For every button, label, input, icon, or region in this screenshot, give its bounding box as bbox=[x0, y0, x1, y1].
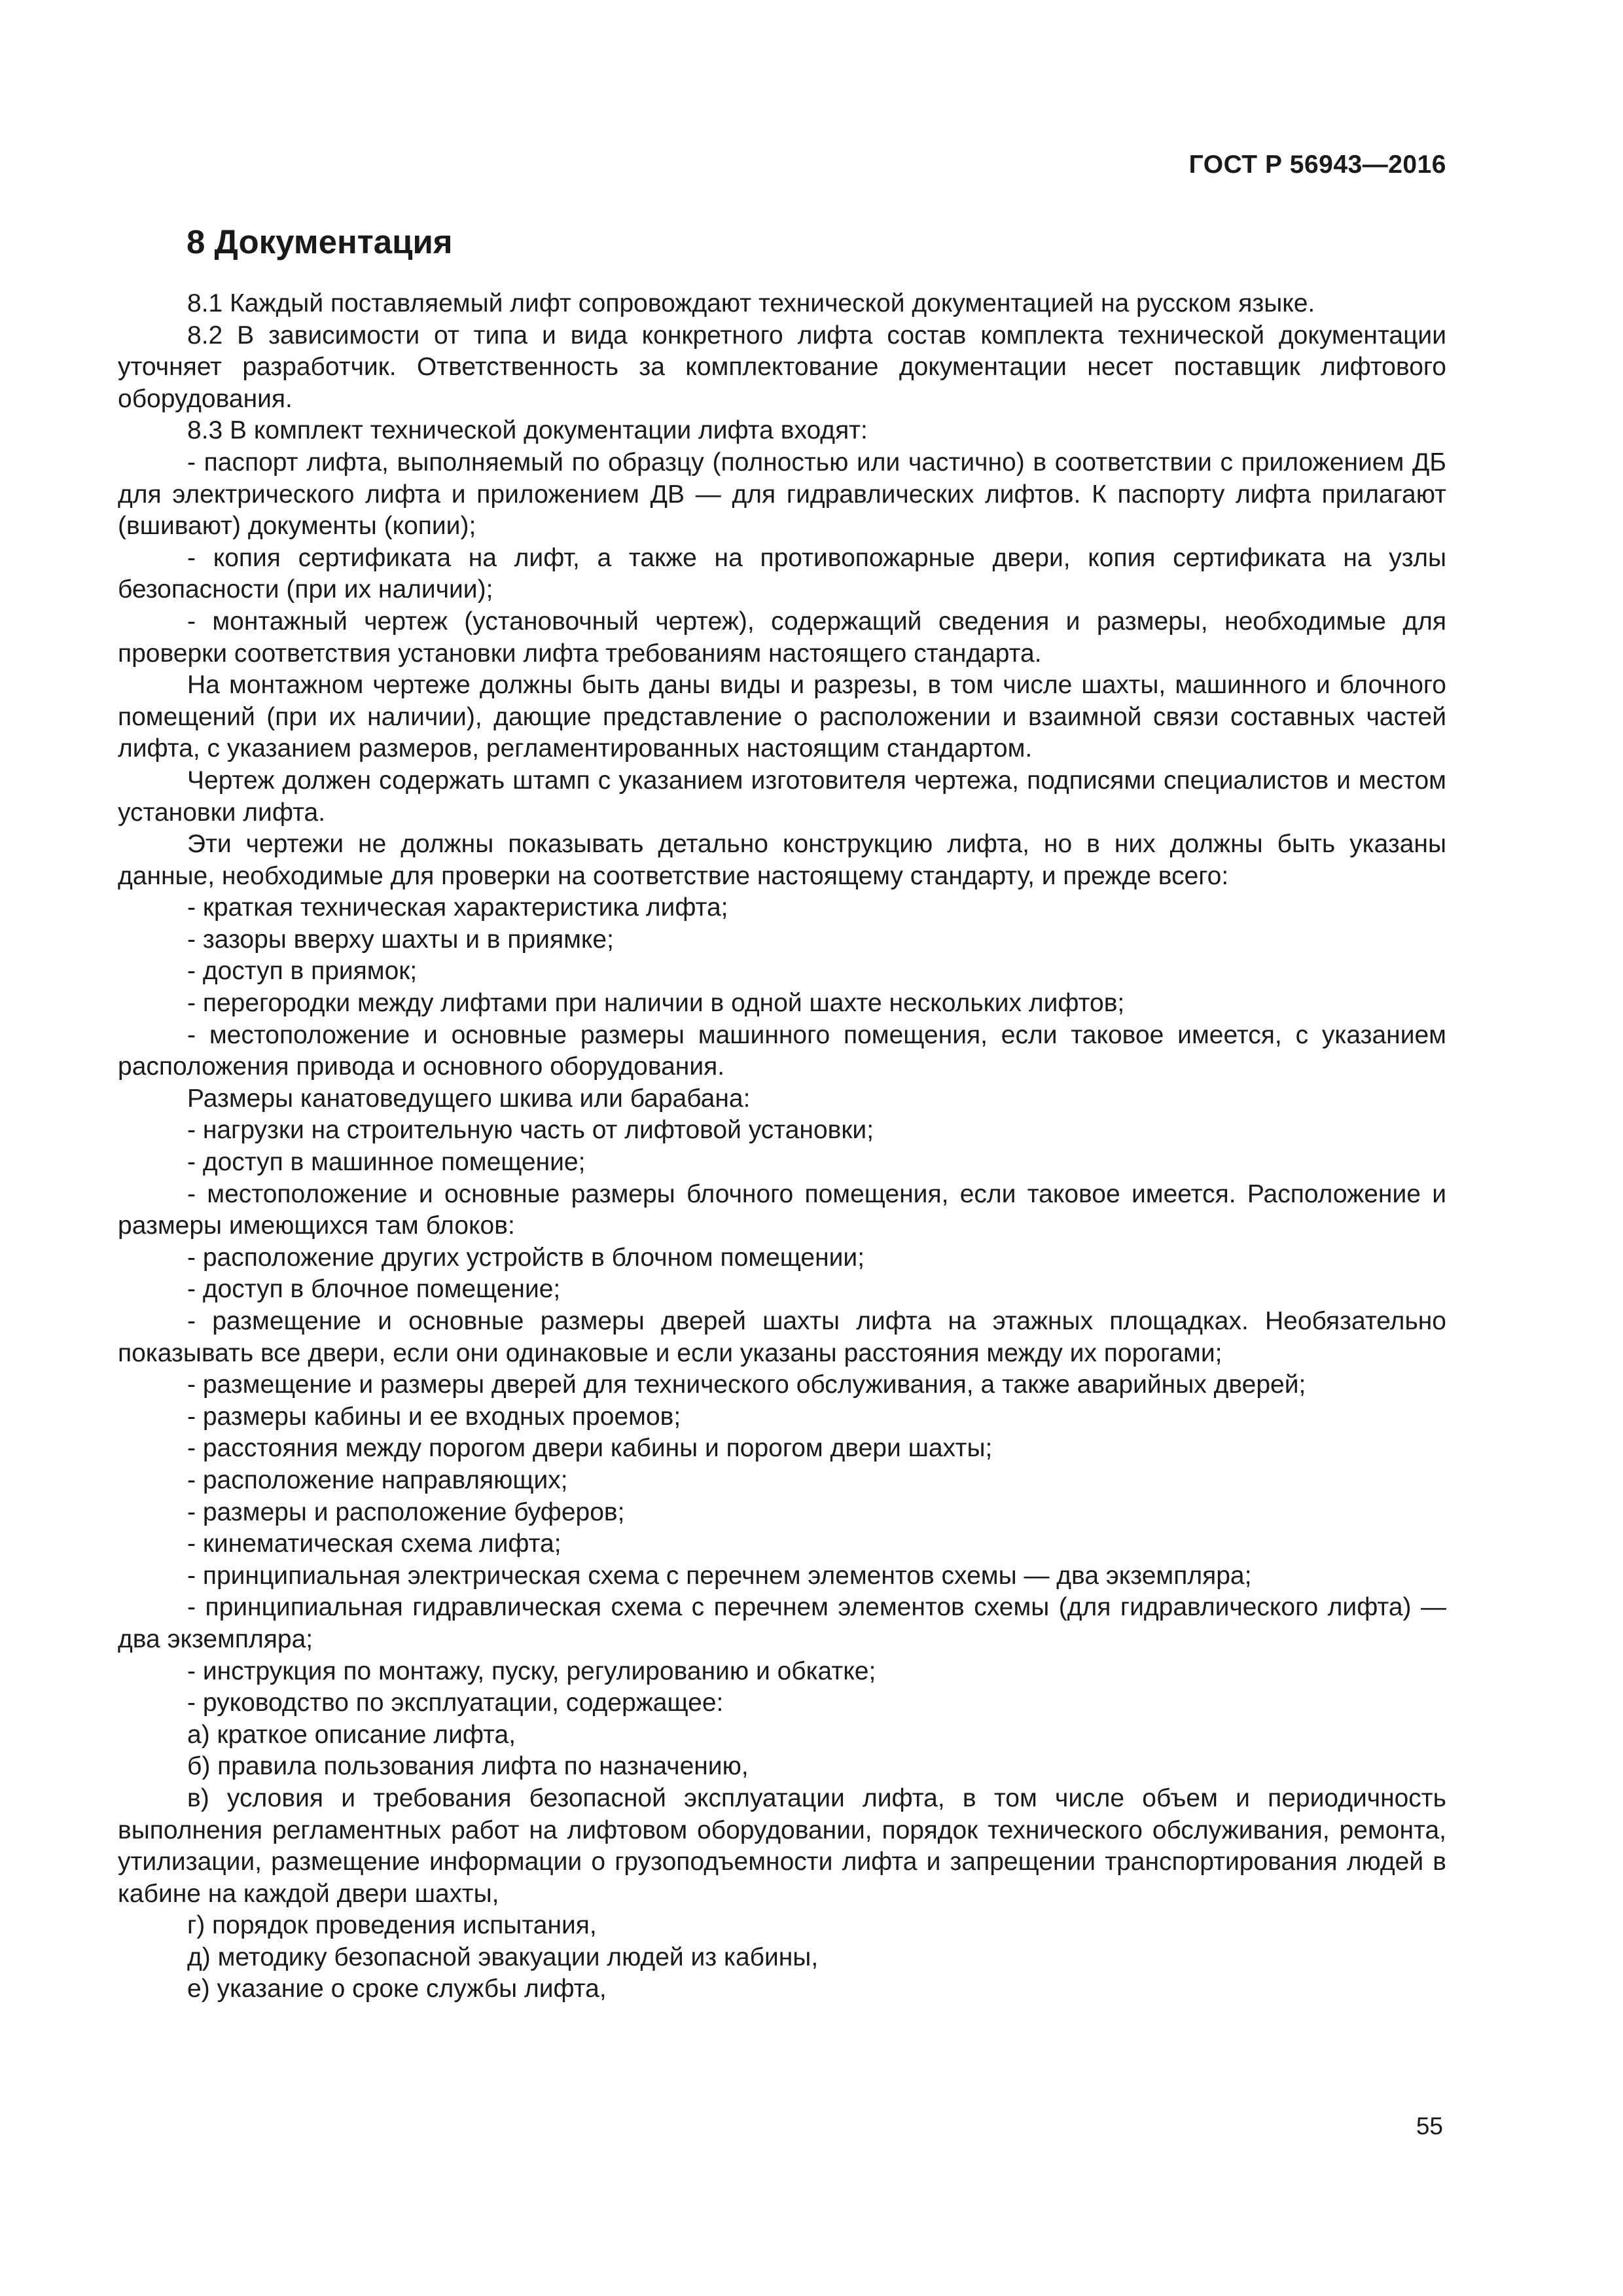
list-item: - размеры и расположение буферов; bbox=[187, 1498, 625, 1526]
sub-list-item: е) указание о сроке службы лифта, bbox=[187, 1975, 607, 2003]
sub-list-item: д) методику безопасной эвакуации людей из кабины, bbox=[187, 1943, 819, 1971]
list-item: - монтажный чертеж (установочный чертеж), содержащий сведения и размеры, необходимые для проверки соответствия установки лифта требованиям настоящего стандарта. bbox=[118, 607, 1446, 668]
list-item: - краткая техническая характеристика лифта; bbox=[187, 893, 728, 922]
list-item: - расположение других устройств в блочном помещении; bbox=[187, 1243, 865, 1272]
page-number: 55 bbox=[1416, 2113, 1443, 2140]
list-item: - перегородки между лифтами при наличии в одной шахте нескольких лифтов; bbox=[187, 989, 1125, 1018]
list-item: - инструкция по монтажу, пуску, регулированию и обкатке; bbox=[187, 1657, 876, 1685]
paragraph: 8.2 В зависимости от типа и вида конкретного лифта состав комплекта технической документации уточняет разработчик. Ответственность за комплектование документации несет поставщик лифтового оборудования. bbox=[118, 321, 1446, 413]
list-item: - нагрузки на строительную часть от лифтовой установки; bbox=[187, 1116, 874, 1145]
body-text bbox=[118, 288, 1446, 2005]
paragraph: Эти чертежи не должны показывать детально конструкцию лифта, но в них должны быть указаны данные, необходимые для проверки на соответствие настоящему стандарту, и прежде всего: bbox=[118, 830, 1446, 890]
list-item: - доступ в машинное помещение; bbox=[187, 1148, 586, 1177]
sub-list-item: а) краткое описание лифта, bbox=[187, 1720, 516, 1749]
section-title: 8 Документация bbox=[187, 223, 453, 260]
paragraph: На монтажном чертеже должны быть даны виды и разрезы, в том числе шахты, машинного и блочного помещений (при их наличии), дающие представление о расположении и взаимной связи составных частей лифта, с указанием размеров, регламентированных настоящим стандартом. bbox=[118, 671, 1446, 763]
list-item: - доступ в блочное помещение; bbox=[187, 1275, 561, 1304]
paragraph: Размеры канатоведущего шкива или барабана: bbox=[187, 1084, 751, 1113]
list-item: - зазоры вверху шахты и в приямке; bbox=[187, 925, 614, 954]
list-item: - копия сертификата на лифт, а также на противопожарные двери, копия сертификата на узлы безопасности (при их наличии); bbox=[118, 543, 1446, 604]
list-item: - местоположение и основные размеры машинного помещения, если таковое имеется, с указанием расположения привода и основного оборудования. bbox=[118, 1020, 1446, 1081]
list-item: - размещение и основные размеры дверей шахты лифта на этажных площадках. Необязательно показывать все двери, если они одинаковые и если указаны расстояния между их порогами; bbox=[118, 1307, 1446, 1367]
sub-list-item: в) условия и требования безопасной эксплуатации лифта, в том числе объем и периодичность выполнения регламентных работ на лифтовом оборудовании, порядок технического обслуживания, ремонта, утилизации, размещение информации о грузоподъемности лифта и запрещении транспортирования людей в кабине на каждой двери шахты, bbox=[118, 1784, 1446, 1908]
list-item: - местоположение и основные размеры блочного помещения, если таковое имеется. Расположение и размеры имеющихся там блоков: bbox=[118, 1179, 1446, 1240]
sub-list-item: г) порядок проведения испытания, bbox=[187, 1911, 597, 1940]
list-item: - расположение направляющих; bbox=[187, 1465, 568, 1494]
paragraph: 8.3 В комплект технической документации лифта входят: bbox=[187, 416, 868, 445]
list-item: - доступ в приямок; bbox=[187, 957, 418, 986]
paragraph: Чертеж должен содержать штамп с указанием изготовителя чертежа, подписями специалистов и местом установки лифта. bbox=[118, 766, 1446, 827]
list-item: - руководство по эксплуатации, содержащее: bbox=[187, 1689, 724, 1717]
paragraph: 8.1 Каждый поставляемый лифт сопровождают технической документацией на русском языке. bbox=[187, 289, 1315, 317]
list-item: - расстояния между порогом двери кабины и порогом двери шахты; bbox=[187, 1434, 993, 1463]
list-item: - размещение и размеры дверей для технического обслуживания, а также аварийных дверей; bbox=[187, 1371, 1306, 1399]
list-item: - принципиальная электрическая схема с перечнем элементов схемы — два экземпляра; bbox=[187, 1561, 1252, 1590]
list-item: - паспорт лифта, выполняемый по образцу (полностью или частично) в соответствии с приложением ДБ для электрического лифта и приложением ДВ — для гидравлических лифтов. К паспорту лифта прилагают (вшивают) документы (копии); bbox=[118, 448, 1446, 541]
list-item: - принципиальная гидравлическая схема с перечнем элементов схемы (для гидравлического лифта) — два экземпляра; bbox=[118, 1593, 1446, 1653]
list-item: - кинематическая схема лифта; bbox=[187, 1530, 562, 1558]
document-code: ГОСТ Р 56943—2016 bbox=[1188, 151, 1446, 179]
sub-list-item: б) правила пользования лифта по назначению, bbox=[187, 1752, 749, 1781]
list-item: - размеры кабины и ее входных проемов; bbox=[187, 1402, 681, 1431]
